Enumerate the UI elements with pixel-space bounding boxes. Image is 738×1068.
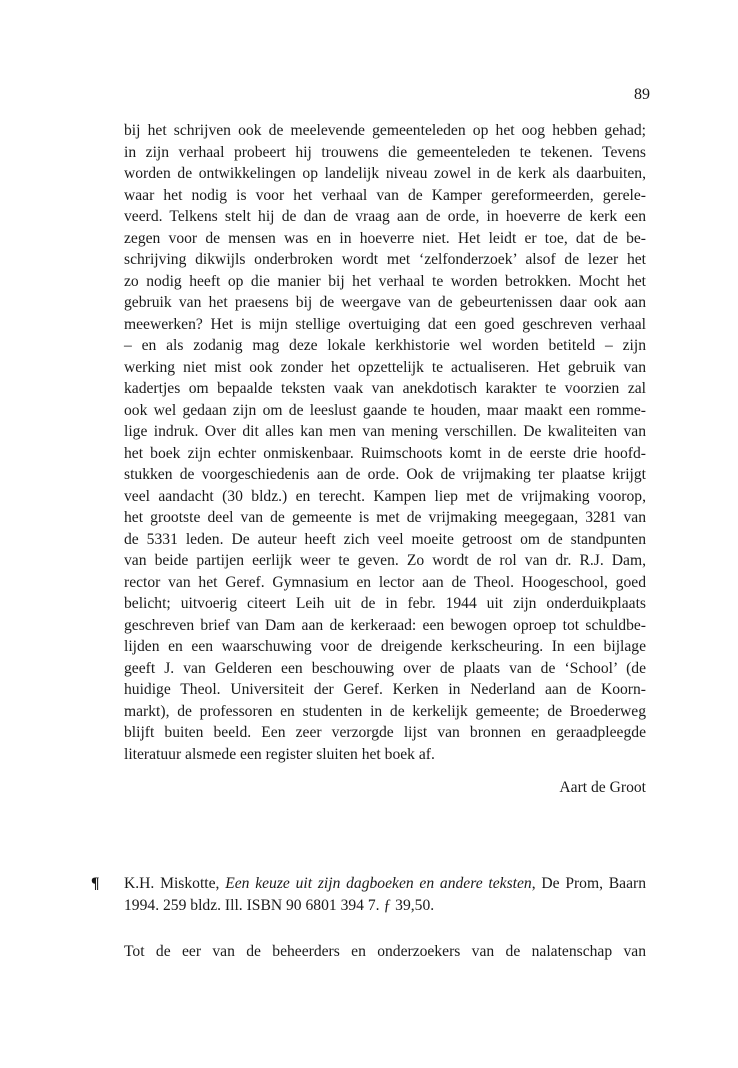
text-line: zo nodig heeft op die manier bij het verhaal te worden betrokken. Mocht het xyxy=(124,272,646,290)
text-line: de 5331 leden. De auteur heeft zich veel moeite getroost om de standpunten xyxy=(124,530,646,548)
text-line: geeft J. van Gelderen een beschouwing over de plaats van de ‘School’ (de xyxy=(124,659,646,677)
text-line: werking niet mist ook zonder het opzettelijk te actualiseren. Het gebruik van xyxy=(124,358,646,376)
text-line: veerd. Telkens stelt hij de dan de vraag aan de orde, in hoeverre de kerk een xyxy=(124,208,646,225)
text-line: bij het schrijven ook de meelevende gemeenteleden op het oog hebben gehad; xyxy=(124,122,646,139)
text-line: het boek zijn echter onmiskenbaar. Ruimschoots komt in de eerste drie hoofd- xyxy=(124,444,646,462)
book-author: K.H. Miskotte, xyxy=(124,875,226,892)
text-line: markt), de professoren en studenten in de kerkelijk gemeente; de Broederweg xyxy=(124,702,646,720)
text-line: veel aandacht (30 bldz.) en terecht. Kampen liep met de vrijmaking voorop, xyxy=(124,487,646,505)
text-line: ook wel gedaan zijn om de leeslust gaande te houden, maar maakt een romme- xyxy=(124,401,646,419)
book-review-entry xyxy=(91,873,646,916)
text-line: lige indruk. Over dit alles kan men van mening verschillen. De kwaliteiten van xyxy=(124,423,646,440)
text-line: stukken de voorgeschiedenis aan de orde. Ook de vrijmaking ter plaatse krijgt xyxy=(124,466,646,483)
book-publisher: , De Prom, Baarn xyxy=(531,875,647,892)
text-line: in zijn verhaal probeert hij trouwens die gemeenteleden te tekenen. Tevens xyxy=(124,143,646,161)
pilcrow-icon: ¶ xyxy=(91,875,100,892)
text-line: van beide partijen eerlijk weer te geven. Zo wordt de rol van dr. R.J. Dam, xyxy=(124,552,646,569)
text-line: rector van het Geref. Gymnasium en lector aan de Theol. Hoogeschool, goed xyxy=(124,573,646,591)
book-details: 1994. 259 bldz. Ill. ISBN 90 6801 394 7. ƒ 39,50. xyxy=(124,896,435,914)
text-line: kadertjes om bepaalde teksten vaak van anekdotisch karakter te voorzien zal xyxy=(124,380,646,397)
text-line: blijft buiten beeld. Een zeer verzorgde lijst van bronnen en geraadpleegde xyxy=(124,724,646,741)
author-signature: Aart de Groot xyxy=(559,779,646,796)
text-line: waar het nodig is voor het verhaal van de Kamper gereformeerden, gerele- xyxy=(124,186,646,204)
text-line: schrijving dikwijls onderbroken wordt met ‘zelfonderzoek’ alsof de lezer het xyxy=(124,251,646,268)
text-line: Tot de eer van de beheerders en onderzoekers van de nalatenschap van xyxy=(124,943,646,960)
text-line: – en als zodanig mag deze lokale kerkhistorie wel worden betiteld – zijn xyxy=(124,337,646,354)
next-paragraph xyxy=(124,941,646,963)
text-line: worden de ontwikkelingen op landelijk niveau zowel in de kerk als daarbuiten, xyxy=(124,165,646,182)
text-line: zegen voor de mensen was en in hoeverre niet. Het leidt er toe, dat de be- xyxy=(124,229,646,247)
text-line: gebruik van het praesens bij de weergave van de gebeurtenissen daar ook aan xyxy=(124,294,646,311)
text-line: belicht; uitvoerig citeert Leih uit de in febr. 1944 uit zijn onderduikplaats xyxy=(124,595,646,612)
text-line: het grootste deel van de gemeente is met de vrijmaking meegegaan, 3281 van xyxy=(124,509,646,526)
page-number: 89 xyxy=(634,86,650,103)
text-line: geschreven brief van Dam aan de kerkeraad: een bewogen oproep tot schuldbe- xyxy=(124,616,646,634)
text-line: lijden en een waarschuwing voor de dreigende kerkscheuring. In een bijlage xyxy=(124,638,646,655)
review-body-paragraph xyxy=(124,120,646,765)
text-line: literatuur alsmede een register sluiten het boek af. xyxy=(124,745,435,763)
text-line: huidige Theol. Universiteit der Geref. Kerken in Nederland aan de Koorn- xyxy=(124,681,646,698)
book-title: Een keuze uit zijn dagboeken en andere teksten xyxy=(225,875,532,892)
text-line: meewerken? Het is mijn stellige overtuiging dat een goed geschreven verhaal xyxy=(124,315,646,333)
book-citation-line xyxy=(91,873,646,895)
